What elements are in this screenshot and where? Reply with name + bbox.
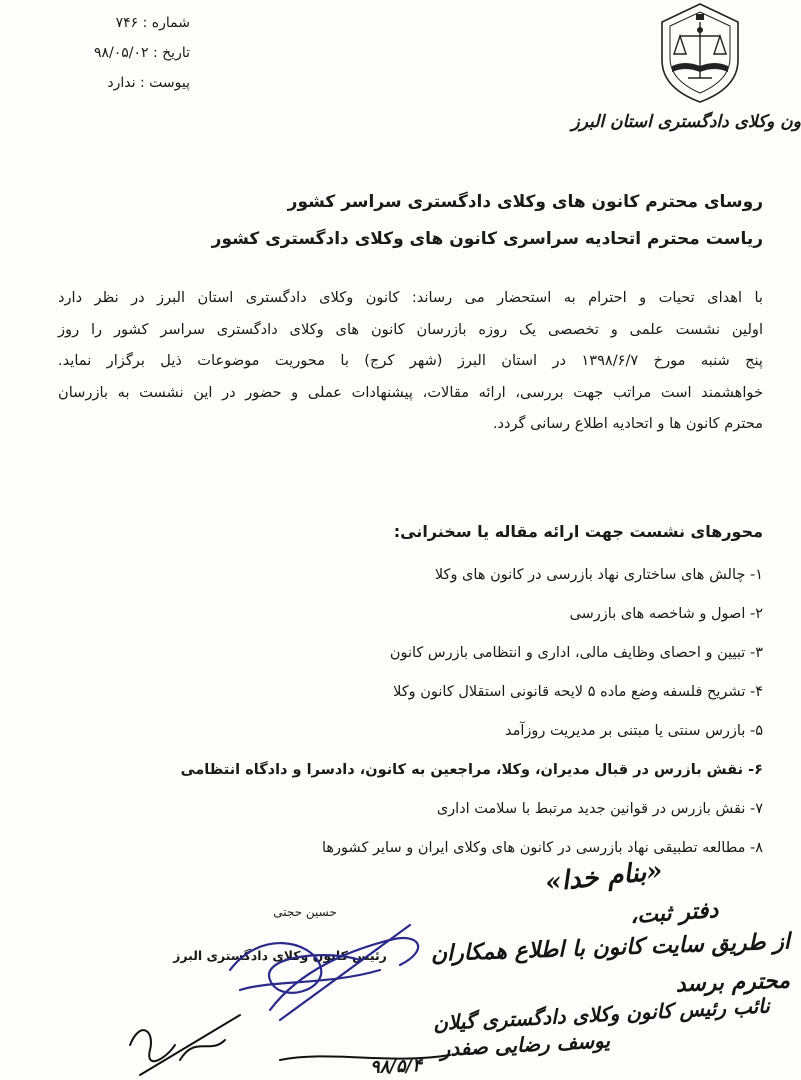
body-line: اولین نشست علمی و تخصصی یک روزه بازرسان کانون های وکلای دادگستری سراسر کشور را روز bbox=[58, 320, 763, 338]
organization-name: ون وکلای دادگستری استان البرز bbox=[571, 112, 801, 132]
addressee-1: روسای محترم کانون های وکلای دادگستری سراسر کشور bbox=[287, 192, 763, 212]
letter-body bbox=[58, 282, 763, 440]
body-line: پنج شنبه مورخ ۱۳۹۸/۶/۷ در استان البرز (شهر کرج) با محوریت موضوعات ذیل برگزار نماید. bbox=[58, 352, 763, 369]
topic-item: ۸- مطالعه تطبیقی نهاد بازرسی در کانون های وکلای ایران و سایر کشورها bbox=[321, 840, 763, 856]
handwritten-line: نائب رئیس کانون وکلای دادگستری گیلان bbox=[432, 993, 771, 1036]
body-line: محترم کانون ها و اتحادیه اطلاع رسانی گردد. bbox=[492, 415, 763, 432]
handwritten-line: از طریق سایت کانون با اطلاع همکاران bbox=[430, 928, 791, 967]
addressee-2: ریاست محترم اتحادیه سراسری کانون های وکلای دادگستری کشور bbox=[211, 229, 763, 249]
handwritten-line: «بنام خدا» bbox=[543, 855, 664, 899]
body-line: با اهدای تحیات و احترام به استحضار می رساند: کانون وکلای دادگستری استان البرز در نظر دارد bbox=[58, 289, 763, 306]
handwritten-line: ۹۸/۵/۴ bbox=[369, 1055, 423, 1078]
topics-title: محورهای نشست جهت ارائه مقاله یا سخنرانی: bbox=[393, 522, 763, 541]
handwritten-line: یوسف رضایی صفدر bbox=[439, 1028, 611, 1062]
topics-list bbox=[43, 556, 763, 868]
topic-item: ۶- نقش بازرس در قبال مدیران، وکلا، مراجعین به کانون، دادسرا و دادگاه انتظامی bbox=[180, 762, 763, 778]
letter-number: شماره : ۷۴۶ bbox=[115, 15, 190, 31]
topic-item: ۱- چالش های ساختاری نهاد بازرسی در کانون های وکلا bbox=[434, 567, 763, 583]
letter-date: تاریخ : ۹۸/۰۵/۰۲ bbox=[93, 45, 190, 61]
signer-title: رئیس کانون وکلای دادگستری البرز bbox=[173, 948, 387, 963]
body-line: خواهشمند است مراتب جهت بررسی، ارائه مقالات، پیشنهادات عملی و حضور در این نشست به بازرسان bbox=[58, 383, 763, 401]
topic-item: ۳- تبیین و احصای وظایف مالی، اداری و انتظامی بازرس کانون bbox=[389, 645, 763, 661]
topic-item: ۲- اصول و شاخصه های بازرسی bbox=[569, 606, 763, 622]
letter-meta bbox=[20, 8, 190, 98]
topic-item: ۴- تشریح فلسفه وضع ماده ۵ لایحه قانونی استقلال کانون وکلا bbox=[393, 684, 763, 700]
letter-attachment: پیوست : ندارد bbox=[107, 75, 190, 91]
bar-association-logo bbox=[650, 0, 750, 105]
signer-name: حسین حجتی bbox=[273, 905, 337, 919]
handwritten-line: محترم برسد bbox=[675, 967, 791, 998]
topic-item: ۷- نقش بازرس در قوانین جدید مرتبط با سلامت اداری bbox=[436, 801, 763, 817]
topic-item: ۵- بازرس سنتی یا مبتنی بر مدیریت روزآمد bbox=[504, 723, 763, 739]
handwritten-line: دفتر ثبت، bbox=[629, 896, 720, 930]
